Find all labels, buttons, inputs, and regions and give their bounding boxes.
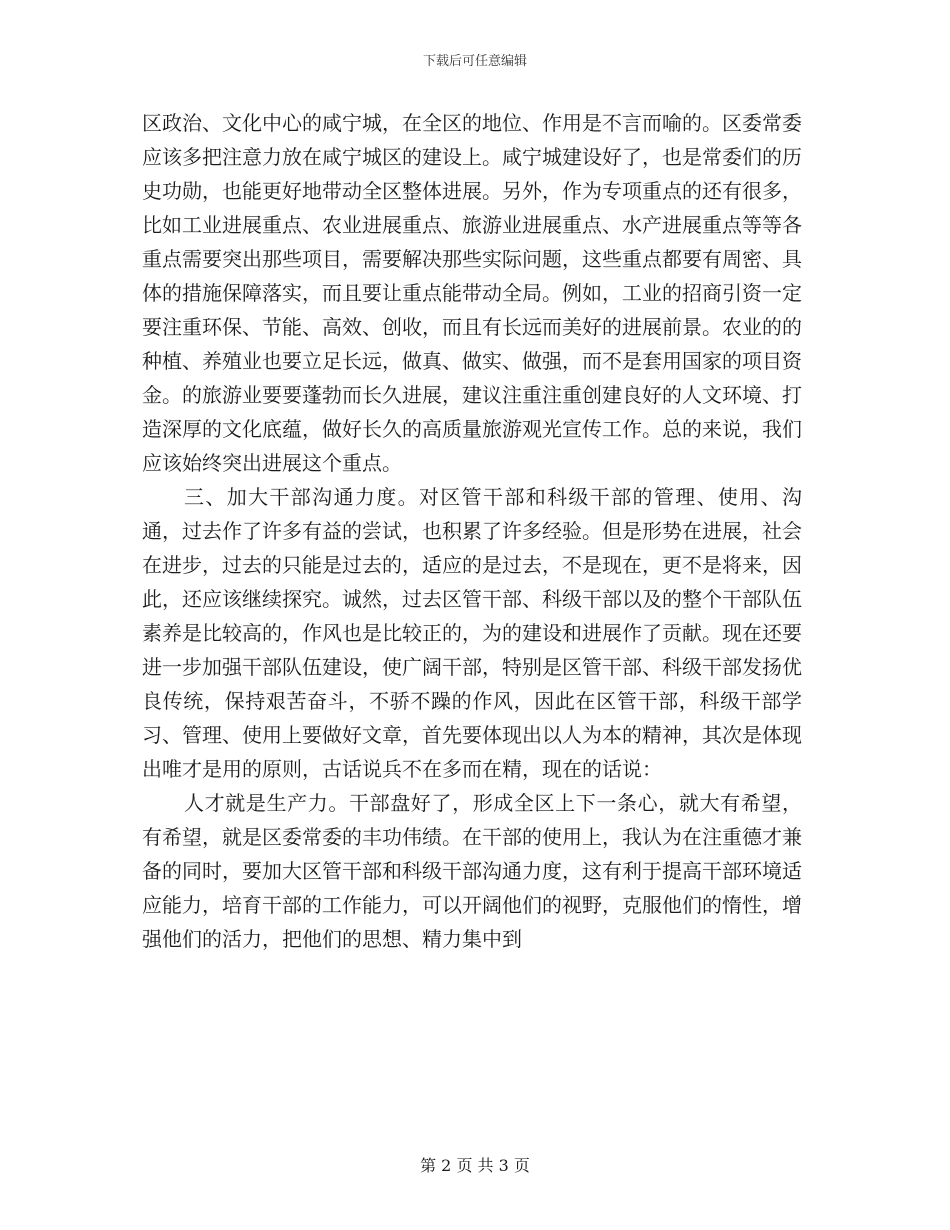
paragraph-continuation: 区政治、文化中心的咸宁城，在全区的地位、作用是不言而喻的。区委常委应该多把注意力放在咸宁城区的建设上。咸宁城建设好了，也是常委们的历史功勋，也能更好地带动全区整体进展。另外，作为专项重点的还有很多，比如工业进展重点、农业进展重点、旅游业进展重点、水产进展重点等等各重点需要突出那些项目，需要解决那些实际问题，这些重点都要有周密、具体的措施保障落实，而且要让重点能带动全局。例如，工业的招商引资一定要注重环保、节能、高效、创收，而且有长远而美好的进展前景。农业的的种植、养殖业也要立足长远，做真、做实、做强，而不是套用国家的项目资金。的旅游业要要蓬勃而长久进展，建议注重注重创建良好的人文环境、打造深厚的文化底蕴，做好长久的高质量旅游观光宣传工作。总的来说，我们应该始终突出进展这个重点。 bbox=[142, 111, 802, 475]
paragraph-section-three: 三、加大干部沟通力度。对区管干部和科级干部的管理、使用、沟通，过去作了许多有益的尝试，也积累了许多经验。但是形势在进展，社会在进步，过去的只能是过去的，适应的是过去，不是现在，更不是将来，因此，还应该继续探究。诚然，过去区管干部、科级干部以及的整个干部队伍素养是比较高的，作风也是比较正的，为的建设和进展作了贡献。现在还要进一步加强干部队伍建设，使广阔干部，特别是区管干部、科级干部发扬优良传统，保持艰苦奋斗，不骄不躁的作风，因此在区管干部，科级干部学习、管理、使用上要做好文章，首先要体现出以人为本的精神，其次是体现出唯才是用的原则，古话说兵不在多而在精，现在的话说： bbox=[142, 485, 802, 781]
page-header: 下载后可任意编辑 bbox=[422, 54, 527, 69]
paragraph-talent: 人才就是生产力。干部盘好了，形成全区上下一条心，就大有希望，有希望，就是区委常委的丰功伟绩。在干部的使用上，我认为在注重德才兼备的同时，要加大区管干部和科级干部沟通力度，这有利于提高干部环境适应能力，培育干部的工作能力，可以开阔他们的视野，克服他们的惰性，增强他们的活力，把他们的思想、精力集中到 bbox=[142, 791, 802, 951]
document-body bbox=[142, 106, 802, 956]
page-number: 第 2 页 共 3 页 bbox=[420, 1156, 530, 1175]
